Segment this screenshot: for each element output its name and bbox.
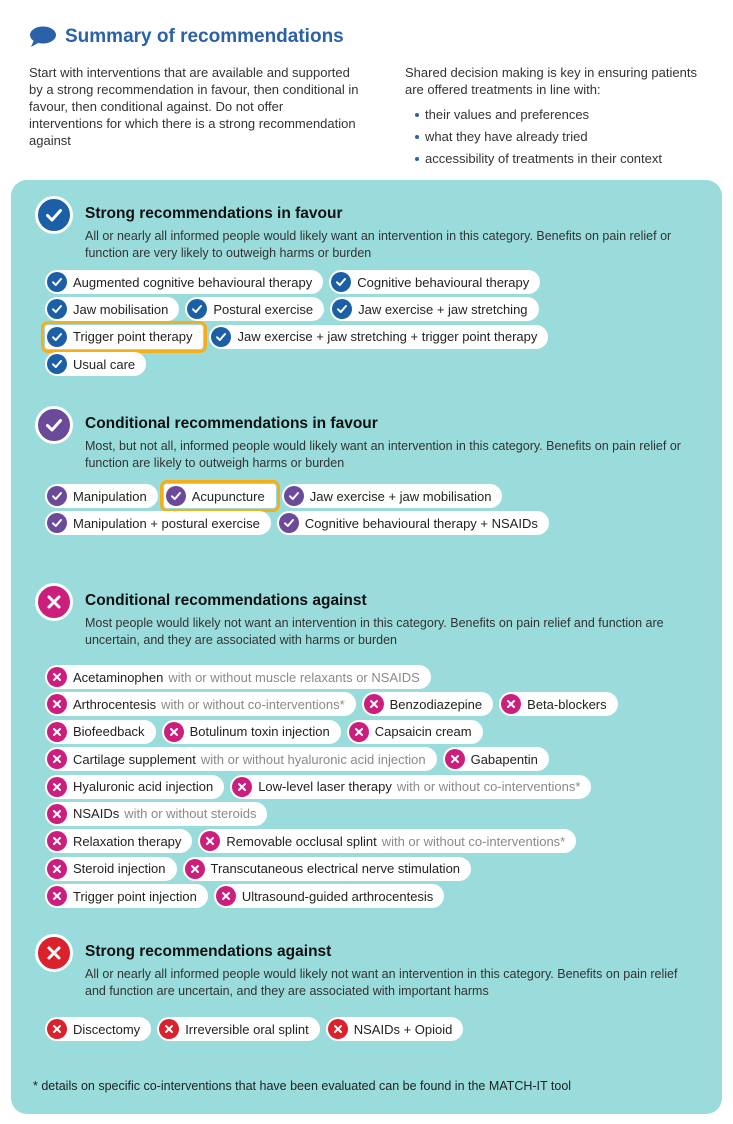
chip-row — [45, 270, 548, 294]
cross-icon — [185, 859, 205, 879]
cross-icon — [47, 859, 67, 879]
chip-removable-occlusal-splint — [198, 829, 576, 853]
chip-label: Capsaicin cream — [374, 724, 472, 740]
chip-relaxation-therapy — [45, 829, 192, 853]
chip-label: Irreversible oral splint — [185, 1021, 309, 1037]
chip-usual-care — [45, 352, 146, 376]
cross-icon — [364, 694, 384, 714]
chip-trigger-point-therapy — [45, 325, 203, 349]
chip-note: with or without steroids — [124, 806, 257, 822]
chip-irreversible-oral-splint — [157, 1017, 320, 1041]
chip-augmented-cognitive-behavioural-therapy — [45, 270, 323, 294]
section-description: All or nearly all informed people would likely not want an intervention in this category. Benefits on pain relief and function are uncertain, and they are associated with important harms — [85, 967, 678, 998]
chip-label: Manipulation + postural exercise — [73, 515, 260, 531]
cross-circle-icon — [35, 583, 73, 621]
chip-label: Jaw exercise + jaw mobilisation — [309, 488, 492, 504]
intro-right — [405, 64, 705, 170]
chip-row — [45, 720, 618, 744]
chip-row — [45, 857, 618, 881]
chip-note: with or without muscle relaxants or NSAIDS — [168, 669, 420, 685]
chip-capsaicin-cream — [347, 720, 483, 744]
cross-icon — [47, 749, 67, 769]
chip-row — [45, 484, 549, 508]
chip-row — [45, 352, 548, 376]
chip-label: Ultrasound-guided arthrocentesis — [241, 888, 434, 904]
check-icon — [47, 486, 67, 506]
chip-note: with or without co-interventions* — [381, 833, 566, 849]
chip-postural-exercise — [185, 297, 324, 321]
cross-icon — [47, 667, 67, 687]
chip-ultrasound-guided-arthrocentesis — [214, 884, 445, 908]
chip-gabapentin — [443, 747, 549, 771]
cross-icon — [47, 886, 67, 906]
chip-label: Jaw exercise + jaw stretching + trigger point therapy — [237, 329, 538, 345]
chip-label: Cartilage supplement — [73, 751, 196, 767]
chip-label: Arthrocentesis — [73, 696, 157, 712]
header — [29, 26, 344, 48]
check-circle-icon — [35, 196, 73, 234]
chip-rows — [45, 484, 549, 539]
chip-note: with or without co-interventions* — [161, 696, 345, 712]
chip-acupuncture — [164, 484, 276, 508]
cross-icon — [349, 722, 369, 742]
chip-row — [45, 665, 618, 689]
cross-icon — [232, 777, 252, 797]
chip-nsaids — [45, 802, 267, 826]
chip-label: Augmented cognitive behavioural therapy — [73, 274, 313, 290]
chip-label: Jaw mobilisation — [73, 301, 169, 317]
check-icon — [166, 486, 186, 506]
footnote: * details on specific co-interventions that have been evaluated can be found in the MATCH-IT tool — [33, 1079, 572, 1093]
section-title: Conditional recommendations against — [85, 592, 367, 609]
intro-left-text: Start with interventions that are available and supported by a strong recommendation in favour, then conditional in favour, then conditional against. Do not offer interventions for which there is a strong recommendation against — [29, 65, 359, 148]
chip-note: with or without co-interventions* — [396, 779, 581, 795]
cross-icon — [47, 804, 67, 824]
chip-biofeedback — [45, 720, 156, 744]
chip-rows — [45, 665, 618, 912]
chip-discectomy — [45, 1017, 151, 1041]
chip-acetaminophen — [45, 665, 431, 689]
cross-icon — [47, 831, 67, 851]
chip-row — [45, 1017, 463, 1041]
cross-icon — [47, 694, 67, 714]
section-title: Conditional recommendations in favour — [85, 415, 378, 432]
bullet-item: accessibility of treatments in their context — [405, 148, 705, 170]
chip-label: Acupuncture — [191, 488, 265, 504]
check-icon — [331, 272, 351, 292]
cross-icon — [159, 1019, 179, 1039]
chip-label: Usual care — [73, 356, 136, 372]
cross-icon — [200, 831, 220, 851]
chip-label: Botulinum toxin injection — [189, 724, 330, 740]
bullet-item: their values and preferences — [405, 104, 705, 126]
section-description: All or nearly all informed people would likely want an intervention in this category. Benefits on pain relief or function are very likely to outweigh harms or burden — [85, 229, 672, 260]
chip-label: Benzodiazepine — [389, 696, 483, 712]
check-icon — [279, 513, 299, 533]
chip-row — [45, 884, 618, 908]
cross-icon — [216, 886, 236, 906]
chip-label: NSAIDs + Opioid — [353, 1021, 453, 1037]
chip-label: Trigger point injection — [73, 888, 197, 904]
chip-manipulation — [45, 484, 158, 508]
chip-cognitive-behavioural-therapy-nsaids — [277, 511, 549, 535]
chip-rows — [45, 1017, 463, 1044]
chip-botulinum-toxin-injection — [162, 720, 341, 744]
chip-label: Gabapentin — [470, 751, 538, 767]
chip-steroid-injection — [45, 857, 177, 881]
cross-icon — [47, 722, 67, 742]
chip-jaw-mobilisation — [45, 297, 179, 321]
chip-label: Transcutaneous electrical nerve stimulation — [210, 861, 461, 877]
page-title: Summary of recommendations — [65, 26, 344, 47]
cross-icon — [47, 1019, 67, 1039]
check-circle-icon — [35, 406, 73, 444]
chip-hyaluronic-acid-injection — [45, 775, 224, 799]
cross-icon — [445, 749, 465, 769]
chip-row — [45, 692, 618, 716]
chip-low-level-laser-therapy — [230, 775, 591, 799]
chip-row — [45, 829, 618, 853]
cross-icon — [501, 694, 521, 714]
chip-nsaids-opioid — [326, 1017, 464, 1041]
bullet-list — [405, 104, 705, 170]
chip-label: Postural exercise — [213, 301, 314, 317]
chip-label: NSAIDs — [73, 806, 120, 822]
chip-transcutaneous-electrical-nerve-stimulation — [183, 857, 472, 881]
chip-label: Manipulation — [73, 488, 147, 504]
check-icon — [47, 272, 67, 292]
chip-label: Discectomy — [73, 1021, 141, 1037]
cross-icon — [328, 1019, 348, 1039]
chip-row — [45, 802, 618, 826]
check-icon — [284, 486, 304, 506]
chip-manipulation-postural-exercise — [45, 511, 271, 535]
chip-label: Cognitive behavioural therapy + NSAIDs — [304, 515, 538, 531]
check-icon — [47, 513, 67, 533]
chip-label: Relaxation therapy — [73, 833, 182, 849]
chip-jaw-exercise-jaw-stretching-trigger-point-therapy — [209, 325, 548, 349]
check-icon — [332, 299, 352, 319]
section-description: Most, but not all, informed people would likely want an intervention in this category. Benefits on pain relief or function are likely to outweigh harms or burden — [85, 439, 681, 470]
chip-label: Steroid injection — [73, 861, 166, 877]
section-title: Strong recommendations against — [85, 943, 332, 960]
chip-trigger-point-injection — [45, 884, 208, 908]
section-title: Strong recommendations in favour — [85, 205, 343, 222]
chip-note: with or without hyaluronic acid injection — [200, 751, 426, 767]
chip-label: Biofeedback — [73, 724, 145, 740]
chip-label: Cognitive behavioural therapy — [357, 274, 530, 290]
check-icon — [47, 327, 67, 347]
chip-label: Low-level laser therapy — [258, 779, 392, 795]
bullet-item: what they have already tried — [405, 126, 705, 148]
chip-label: Beta-blockers — [527, 696, 607, 712]
chip-label: Hyaluronic acid injection — [73, 779, 214, 795]
chip-row — [45, 325, 548, 349]
check-icon — [187, 299, 207, 319]
chip-cartilage-supplement — [45, 747, 437, 771]
cross-icon — [47, 777, 67, 797]
chip-jaw-exercise-jaw-stretching — [330, 297, 538, 321]
chip-label: Trigger point therapy — [73, 329, 193, 345]
chip-row — [45, 775, 618, 799]
check-icon — [47, 299, 67, 319]
chip-rows — [45, 270, 548, 380]
speech-bubble-icon — [29, 26, 57, 48]
intro-right-text: Shared decision making is key in ensuring patients are offered treatments in line with: — [405, 65, 697, 97]
chip-label: Acetaminophen — [73, 669, 164, 685]
chip-label: Removable occlusal splint — [226, 833, 377, 849]
chip-cognitive-behavioural-therapy — [329, 270, 540, 294]
chip-row — [45, 511, 549, 535]
check-icon — [211, 327, 231, 347]
chip-row — [45, 297, 548, 321]
chip-label: Jaw exercise + jaw stretching — [358, 301, 528, 317]
check-icon — [47, 354, 67, 374]
chip-benzodiazepine — [362, 692, 494, 716]
chip-row — [45, 747, 618, 771]
chip-beta-blockers — [499, 692, 617, 716]
cross-icon — [164, 722, 184, 742]
chip-jaw-exercise-jaw-mobilisation — [282, 484, 503, 508]
cross-circle-icon — [35, 934, 73, 972]
recommendations-panel — [11, 180, 722, 1114]
section-description: Most people would likely not want an intervention in this category. Benefits on pain relief and function are uncertain, and they are associated with harms or burden — [85, 616, 664, 647]
chip-arthrocentesis — [45, 692, 356, 716]
